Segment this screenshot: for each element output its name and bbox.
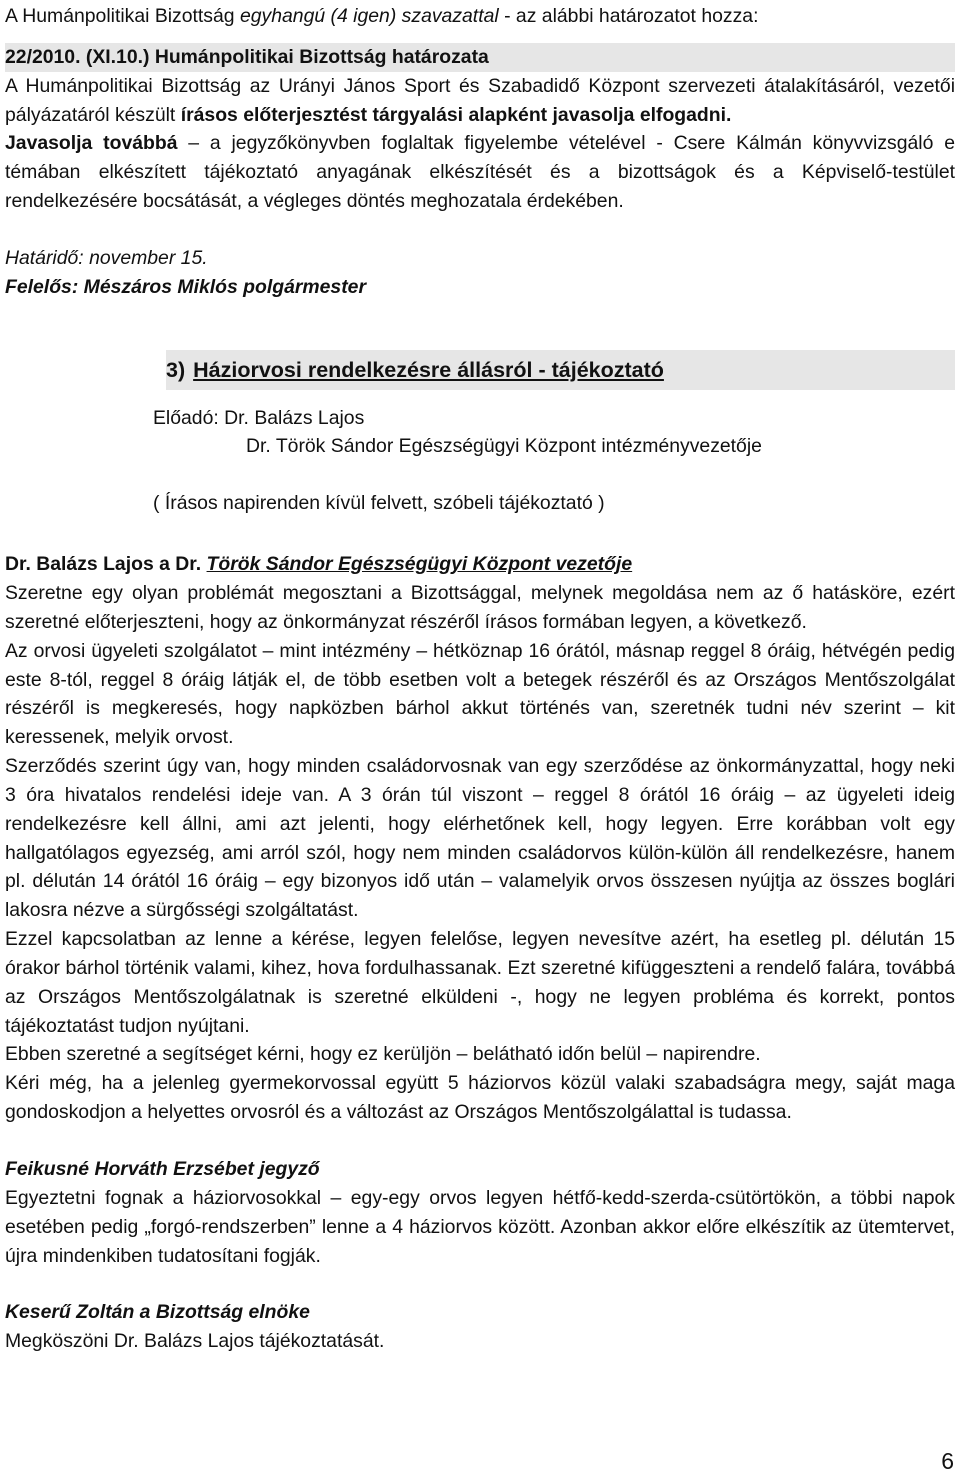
intro-prefix: A Humánpolitikai Bizottság xyxy=(5,5,240,27)
speaker-1-name-plain: Dr. Balázs Lajos a Dr. xyxy=(5,553,207,576)
deadline: Határidő: november 15. xyxy=(5,246,208,269)
responsible: Felelős: Mészáros Miklós polgármester xyxy=(5,275,366,298)
resolution-p2-bold: Javasolja továbbá xyxy=(5,132,178,155)
speaker-1-paragraph: Kéri még, ha a jelenleg gyermekorvossal együtt 5 háziorvos közül valaki szabadságra megy, saját maga gondoskodjon a helyettes orvosról és a változást az Országos Mentőszolgálattal is tudassa. xyxy=(5,1072,955,1124)
speaker-1-name-underlined: Török Sándor Egészségügyi Központ vezetője xyxy=(206,553,633,576)
speaker-1-paragraph: Ezzel kapcsolatban az lenne a kérése, legyen felelőse, legyen nevesítve azért, ha esetleg pl. délután 15 órakor bárhol történik valami, kihez, hova fordulhassanak. Ezt szeretné kifüggeszteni a rendelő falára, továbbá az Országos Mentőszolgálatnak is szeretné elküldeni -, hogy ne legyen probléma és korrekt, pontos tájékoztatást tudjon nyújtani. xyxy=(5,928,955,1037)
page-number: 6 xyxy=(941,1448,954,1474)
speaker-1-paragraph: Szeretne egy olyan problémát megosztani a Bizottsággal, melynek megoldása nem az ő hatásköre, ezért szeretné előterjeszteni, hogy az önkormányzat részéről írásos formában legyen, a következő. xyxy=(5,581,955,633)
agenda-number: 3) xyxy=(166,357,186,382)
speaker-1-paragraph: Ebben szeretné a segítséget kérni, hogy ez kerüljön – belátható időn belül – napirendre. xyxy=(5,1043,761,1066)
resolution-paragraph-2 xyxy=(5,129,955,216)
resolution-title: 22/2010. (XI.10.) Humánpolitikai Bizottság határozata xyxy=(5,43,955,72)
speaker-1-name xyxy=(5,550,955,579)
speaker-1-paragraph: Az orvosi ügyeleti szolgálatot – mint intézmény – hétköznap 16 órától, másnap reggel 8 óráig, hétvégén pedig este 8-tól, reggel 8 óráig látják el, de több esetben volt a betegek részéről és az Országos Mentőszolgálat részéről is megkeresés, hogy napközben bárhol akkut történés van, szeretnék tudni név szerint – kit keressenek, melyik orvost. xyxy=(5,639,955,749)
agenda-item-heading xyxy=(166,350,955,390)
agenda-title: Háziorvosi rendelkezésre állásról - tájékoztató xyxy=(193,357,664,382)
intro-line xyxy=(5,2,955,31)
speaker-2-name: Feikusné Horváth Erzsébet jegyző xyxy=(5,1158,320,1180)
intro-vote: egyhangú (4 igen) szavazattal xyxy=(239,5,499,27)
presenter-line-1 xyxy=(153,404,955,433)
speaker-1-paragraph: Szerződés szerint úgy van, hogy minden családorvosnak van egy szerződése az önkormányzattal, hogy neki 3 óra hivatalos rendelési ideje van. A 3 órán túl viszont – reggel 8 órától 16 óráig – az ügyeleti ideig rendelkezésre kell állni, ami azt jelenti, hogy elérhetőnek kell, hogy legyen. Erre korábban volt egy hallgatólagos egyezség, ami arról szól, hogy nem minden családorvos külön-külön áll rendelkezésre, hanem pl. délután 14 órától 16 óráig – egy bizonyos idő után – valamelyik orvos összesen nyújtja az összes boglári lakosra nézve a sürgősségi szolgáltatást. xyxy=(5,755,955,922)
resolution-p1-bold: írásos előterjesztést tárgyalási alapként javasolja elfogadni. xyxy=(180,103,732,126)
presenter-label: Előadó: xyxy=(153,406,219,429)
speaker-2-text: Egyeztetni fognak a háziorvosokkal – egy-egy orvos legyen hétfő-kedd-szerda-csütörtökön, a többi napok esetében pedig „forgó-rendszerben” lenne a 4 háziorvos között. Azonban akkor előre elkészítik az ütemtervet, újra mindenkiben tudatosítani fogják. xyxy=(5,1186,955,1267)
agenda-note: ( Írásos napirenden kívül felvett, szóbeli tájékoztató ) xyxy=(153,492,605,515)
intro-suffix: - az alábbi határozatot hozza: xyxy=(498,5,759,27)
resolution-p2-text: – a jegyzőkönyvben foglaltak figyelembe vételével - Csere Kálmán könyvvizsgáló e témában elkészített tájékoztató anyagának elkészítését és a bizottságok és a Képviselő-testület rendelkezésére bocsátását, a végleges döntés meghozatala érdekében. xyxy=(5,132,955,213)
presenter-1: Dr. Balázs Lajos xyxy=(224,406,365,429)
presenter-2: Dr. Török Sándor Egészségügyi Központ intézményvezetője xyxy=(246,435,762,458)
resolution-p1-text: A Humánpolitikai Bizottság az Urányi János Sport és Szabadidő Központ szervezeti átalakításáról, vezetői pályázatáról készült xyxy=(5,74,955,126)
resolution-paragraph-1 xyxy=(5,72,955,130)
document-page xyxy=(5,2,955,1356)
speaker-3-text: Megköszöni Dr. Balázs Lajos tájékoztatását. xyxy=(5,1330,385,1353)
speaker-3-name: Keserű Zoltán a Bizottság elnöke xyxy=(5,1301,310,1324)
